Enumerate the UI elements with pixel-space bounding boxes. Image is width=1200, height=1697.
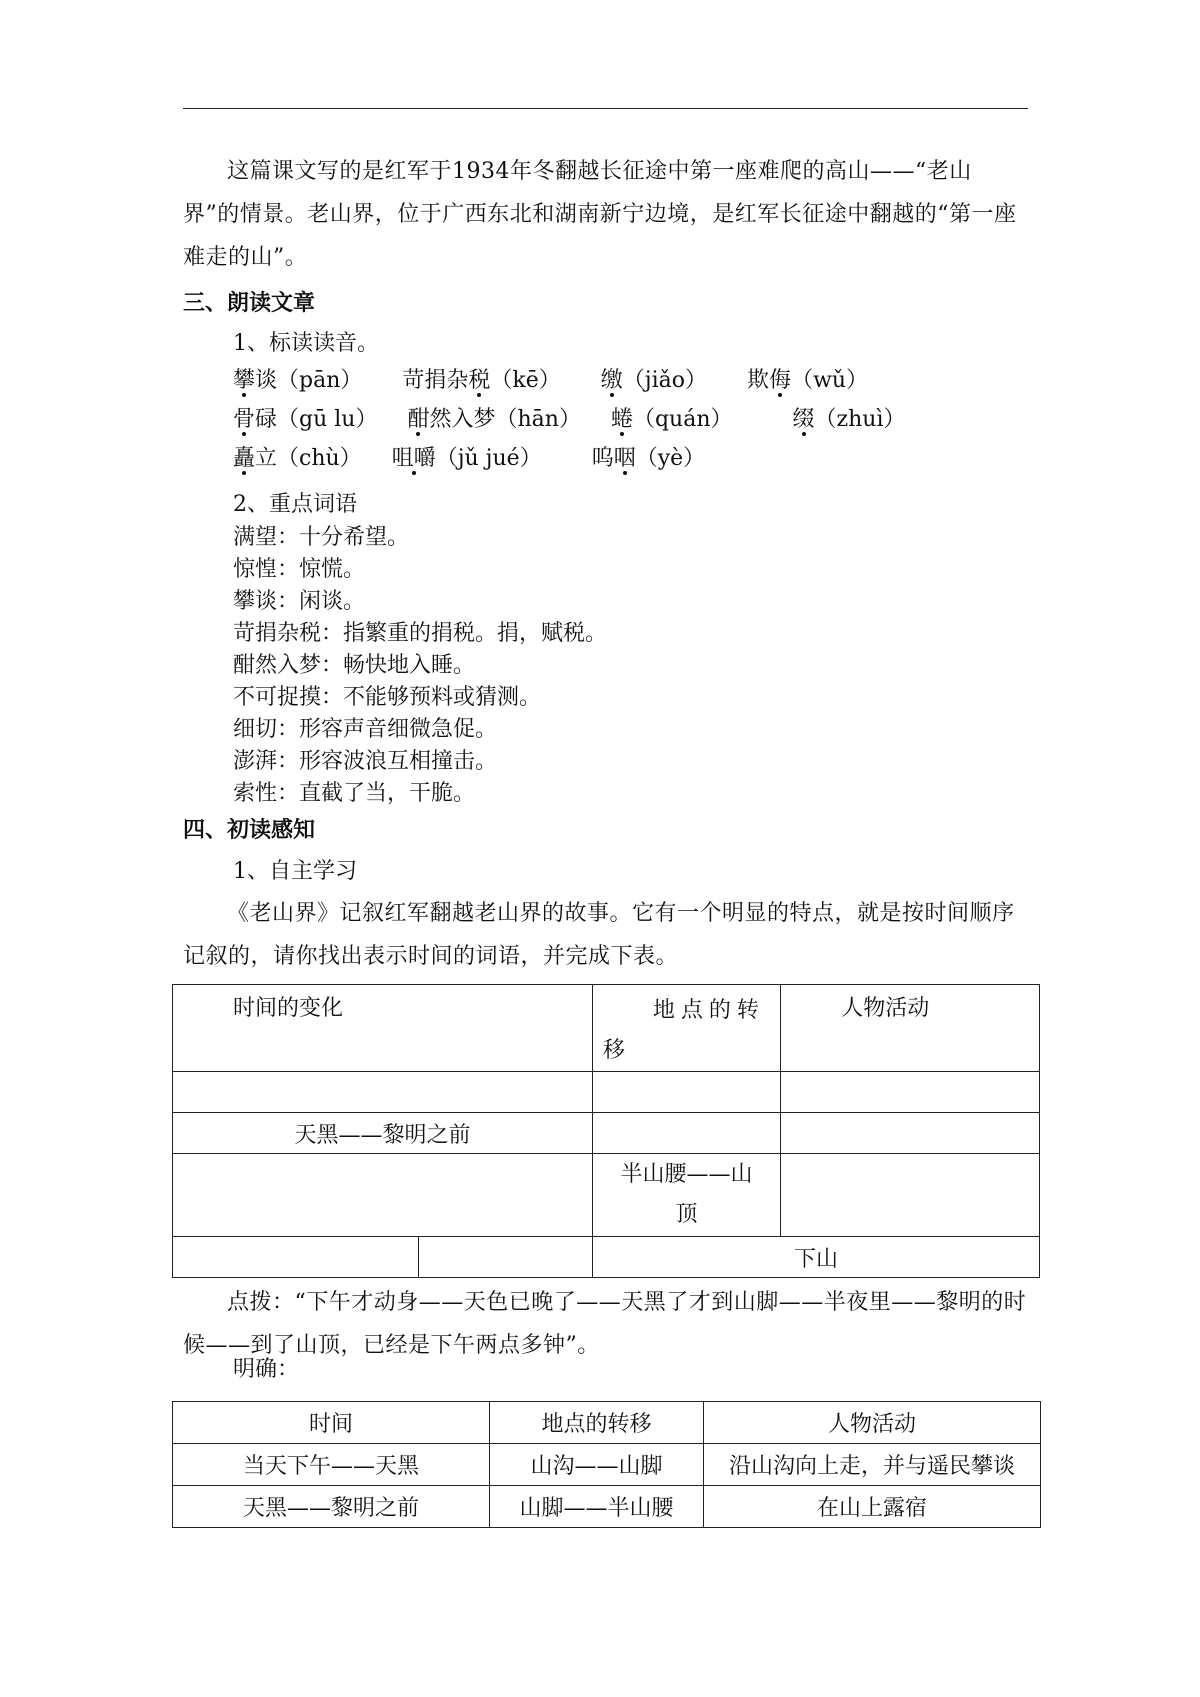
pinyin-item bbox=[233, 439, 362, 478]
vocab-item: 酣然入梦：畅快地入睡。 bbox=[233, 653, 476, 678]
clarify-label: 明确： bbox=[233, 1357, 300, 1382]
section-4-heading: 四、初读感知 bbox=[183, 818, 316, 843]
pinyin-item bbox=[402, 361, 560, 400]
pinyin-word-text: 呜 bbox=[591, 446, 614, 471]
self-study-paragraph: 《老山界》记叙红军翻越老山界的故事。它有一个明显的特点，就是按时间顺序记叙的，请你找出表示时间的词语，并完成下表。 bbox=[183, 901, 1015, 969]
pinyin-reading: （jiǎo） bbox=[622, 368, 708, 393]
pinyin-item bbox=[601, 361, 707, 400]
emphasis-dotted-char: 侮 bbox=[769, 368, 792, 393]
vocab-item: 惊惶：惊慌。 bbox=[233, 557, 366, 582]
pinyin-list bbox=[183, 361, 1028, 478]
emphasis-dotted-char: 矗 bbox=[233, 446, 256, 471]
header-place-change-text: 地点的转移 bbox=[602, 998, 765, 1063]
cell-empty bbox=[781, 1072, 1040, 1113]
table-row bbox=[173, 1113, 1040, 1154]
pinyin-item bbox=[407, 400, 580, 439]
cell-empty bbox=[418, 1237, 592, 1278]
cell-empty bbox=[592, 1113, 780, 1154]
pinyin-reading: （yè） bbox=[635, 446, 706, 471]
vocab-item: 苛捐杂税：指繁重的捐税。捐，赋税。 bbox=[233, 621, 608, 646]
main-content bbox=[183, 150, 1028, 978]
pinyin-word-text: 欺 bbox=[747, 368, 770, 393]
intro-paragraph: 这篇课文写的是红军于1934年冬翻越长征途中第一座难爬的高山——“老山界”的情景。老山界，位于广西东北和湖南新宁边境，是红军长征途中翻越的“第一座难走的山”。 bbox=[183, 159, 1017, 270]
pinyin-reading: （jǔ jué） bbox=[435, 446, 542, 471]
pinyin-row bbox=[183, 400, 1028, 439]
pinyin-row bbox=[183, 439, 1028, 478]
sub-heading-key-words: 2、重点词语 bbox=[233, 492, 357, 517]
vocab-item: 细切：形容声音细微急促。 bbox=[233, 717, 498, 742]
vocab-item: 索性：直截了当，干脆。 bbox=[233, 781, 476, 806]
table-row bbox=[173, 1444, 1041, 1486]
pinyin-item bbox=[592, 439, 705, 478]
cell-place-3: 半山腰——山顶 bbox=[592, 1154, 780, 1237]
emphasis-dotted-char: 缀 bbox=[792, 407, 815, 432]
pinyin-item bbox=[392, 439, 542, 478]
header-activity: 人物活动 bbox=[781, 985, 1040, 1072]
pinyin-reading: 然入梦（hān） bbox=[429, 407, 581, 432]
vocab-item: 满望：十分希望。 bbox=[233, 525, 410, 550]
vocab-item: 不可捉摸：不能够预料或猜测。 bbox=[233, 685, 542, 710]
pinyin-item bbox=[793, 400, 906, 439]
table-row bbox=[173, 985, 1040, 1072]
emphasis-dotted-char: 咽 bbox=[613, 446, 636, 471]
table-row bbox=[173, 1486, 1041, 1528]
cell-empty bbox=[173, 1237, 419, 1278]
section-3-heading: 三、朗读文章 bbox=[183, 291, 316, 316]
emphasis-dotted-char: 税 bbox=[468, 368, 491, 393]
emphasis-dotted-char: 攀 bbox=[233, 368, 256, 393]
pinyin-reading: （kē） bbox=[490, 368, 561, 393]
cell-time-2: 天黑——黎明之前 bbox=[173, 1113, 593, 1154]
pinyin-reading: （zhuì） bbox=[814, 407, 906, 432]
vocab-list bbox=[183, 522, 1028, 810]
pinyin-reading: （quán） bbox=[632, 407, 733, 432]
cell-empty bbox=[781, 1113, 1040, 1154]
header-time: 时间 bbox=[173, 1402, 490, 1444]
pinyin-item bbox=[233, 400, 377, 439]
header-rule bbox=[183, 108, 1028, 109]
sub-heading-pronunciation: 1、标读读音。 bbox=[233, 331, 379, 356]
pinyin-item bbox=[747, 361, 868, 400]
hint-paragraph: 点拨：“下午才动身——天色已晚了——天黑了才到山脚——半夜里——黎明的时候——到了山顶，已经是下午两点多钟”。 bbox=[183, 1290, 1027, 1358]
cell-empty bbox=[173, 1154, 593, 1237]
table-row bbox=[173, 1237, 1040, 1278]
emphasis-dotted-char: 蜷 bbox=[610, 407, 633, 432]
cell-empty bbox=[592, 1072, 780, 1113]
pinyin-row bbox=[183, 361, 1028, 400]
pinyin-item bbox=[233, 361, 362, 400]
header-place-change bbox=[592, 985, 780, 1072]
answer-table bbox=[172, 1401, 1041, 1528]
emphasis-dotted-char: 骨 bbox=[233, 407, 256, 432]
pinyin-word-text: 苛捐杂 bbox=[402, 368, 469, 393]
cell-empty bbox=[781, 1154, 1040, 1237]
vocab-item: 攀谈：闲谈。 bbox=[233, 589, 366, 614]
pinyin-item bbox=[611, 400, 733, 439]
cell-activity: 沿山沟向上走，并与遥民攀谈 bbox=[704, 1444, 1041, 1486]
emphasis-dotted-char: 咀嚼 bbox=[391, 446, 436, 471]
cell-time: 天黑——黎明之前 bbox=[173, 1486, 490, 1528]
cell-activity: 在山上露宿 bbox=[704, 1486, 1041, 1528]
fill-in-table bbox=[172, 984, 1040, 1278]
emphasis-dotted-char: 缴 bbox=[600, 368, 623, 393]
vocab-item: 澎湃：形容波浪互相撞击。 bbox=[233, 749, 498, 774]
header-activity: 人物活动 bbox=[704, 1402, 1041, 1444]
header-place: 地点的转移 bbox=[490, 1402, 704, 1444]
emphasis-dotted-char: 酣 bbox=[407, 407, 430, 432]
pinyin-reading: 碌（gū lu） bbox=[255, 407, 378, 432]
cell-empty bbox=[173, 1072, 593, 1113]
pinyin-reading: （wǔ） bbox=[791, 368, 869, 393]
cell-time: 当天下午——天黑 bbox=[173, 1444, 490, 1486]
cell-activity-4: 下山 bbox=[592, 1237, 1039, 1278]
cell-place: 山沟——山脚 bbox=[490, 1444, 704, 1486]
sub-heading-self-study: 1、自主学习 bbox=[233, 859, 357, 884]
pinyin-reading: 谈（pān） bbox=[255, 368, 363, 393]
cell-place: 山脚——半山腰 bbox=[490, 1486, 704, 1528]
table-row bbox=[173, 1072, 1040, 1113]
table-row bbox=[173, 1154, 1040, 1237]
table-row bbox=[173, 1402, 1041, 1444]
pinyin-reading: 立（chù） bbox=[255, 446, 362, 471]
header-time-change: 时间的变化 bbox=[173, 985, 593, 1072]
